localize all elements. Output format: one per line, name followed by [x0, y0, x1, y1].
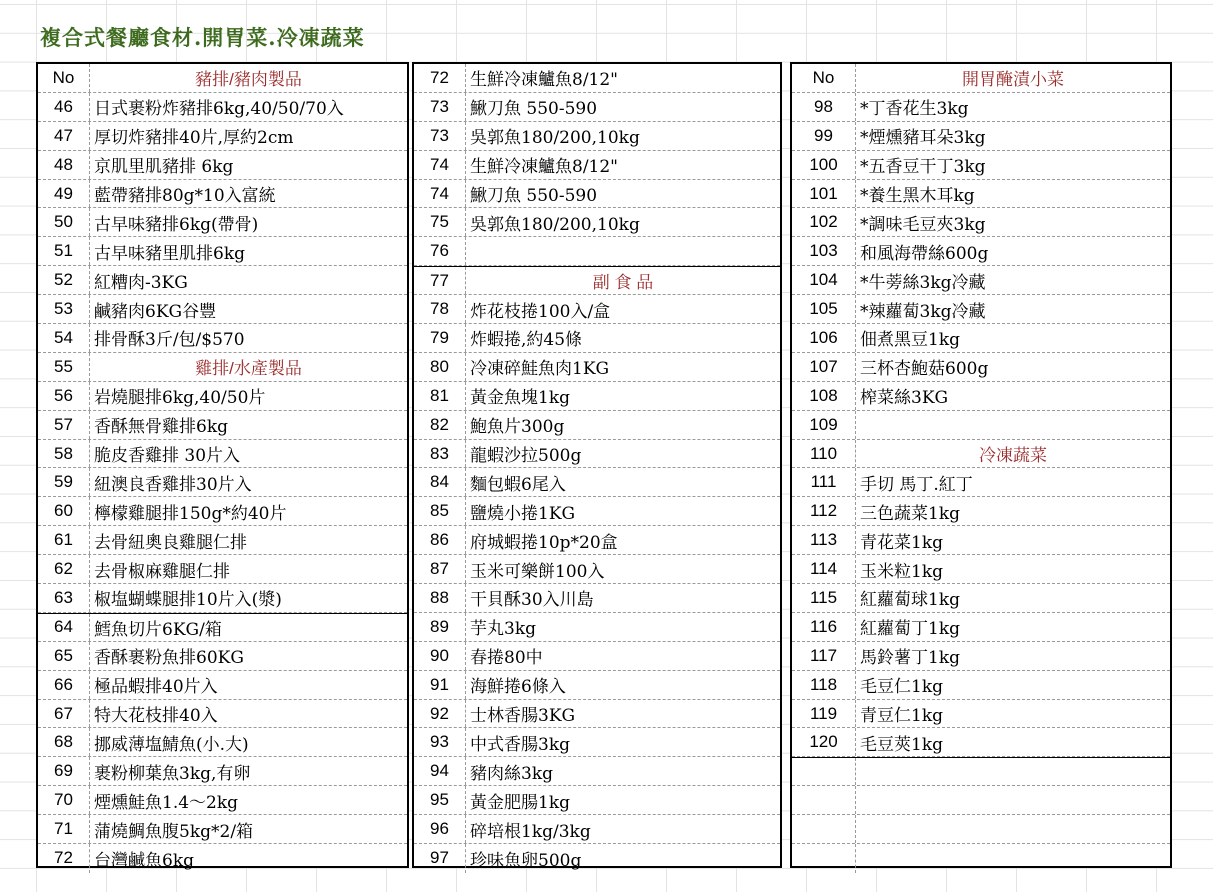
- item-name-cell[interactable]: 京肌里肌豬排 6kg: [94, 157, 234, 178]
- table-row: [38, 497, 407, 526]
- table-row: [38, 671, 407, 700]
- table-row: [38, 642, 407, 671]
- table-row: [792, 180, 1170, 209]
- item-number-cell[interactable]: 109: [792, 411, 856, 439]
- table-row: [414, 642, 780, 671]
- item-name-cell[interactable]: *辣蘿蔔3kg冷藏: [860, 301, 986, 322]
- item-number-cell[interactable]: 48: [38, 151, 90, 179]
- item-name-cell[interactable]: 珍味魚卵500g: [470, 850, 582, 871]
- item-number-cell[interactable]: 108: [792, 382, 856, 410]
- table-row: [792, 411, 1170, 440]
- table-row: [414, 440, 780, 469]
- item-number-cell[interactable]: 70: [38, 786, 90, 814]
- table-row: [792, 555, 1170, 584]
- table-row: [414, 93, 780, 122]
- item-name-cell[interactable]: 玉米粒1kg: [860, 561, 943, 582]
- table-row: [792, 815, 1170, 844]
- item-name-cell[interactable]: 三色蔬菜1kg: [860, 503, 960, 524]
- table-row: [414, 382, 780, 411]
- item-name-cell[interactable]: 榨菜絲3KG: [860, 388, 949, 409]
- item-number-cell[interactable]: 89: [414, 613, 466, 641]
- item-number-cell[interactable]: 120: [792, 728, 856, 756]
- item-number-cell[interactable]: 80: [414, 353, 466, 381]
- item-name-cell[interactable]: *丁香花生3kg: [860, 99, 969, 120]
- item-name-cell[interactable]: 芋丸3kg: [470, 619, 536, 640]
- item-number-cell[interactable]: 111: [792, 468, 856, 496]
- item-number-cell[interactable]: 102: [792, 208, 856, 236]
- item-number-cell[interactable]: 63: [38, 584, 90, 612]
- section-header-row: [792, 64, 1170, 93]
- item-number-cell[interactable]: [792, 815, 856, 843]
- item-number-cell[interactable]: 66: [38, 671, 90, 699]
- table-row: [792, 786, 1170, 815]
- item-number-cell[interactable]: 52: [38, 266, 90, 294]
- table-row: [414, 353, 780, 382]
- item-number-cell[interactable]: 68: [38, 728, 90, 756]
- table-row: [414, 728, 780, 757]
- item-number-cell[interactable]: 62: [38, 555, 90, 583]
- table-row: [414, 180, 780, 209]
- item-number-cell[interactable]: 116: [792, 613, 856, 641]
- item-name-cell[interactable]: 府城蝦捲10p*20盒: [470, 532, 618, 553]
- item-name-cell[interactable]: 古早味豬排6kg(帶骨): [94, 214, 259, 235]
- item-number-cell[interactable]: 59: [38, 468, 90, 496]
- table-row: [38, 584, 407, 613]
- item-number-cell[interactable]: 112: [792, 497, 856, 525]
- item-name-cell[interactable]: 藍帶豬排80g*10入富統: [94, 186, 276, 206]
- item-name-cell[interactable]: 古早味豬里肌排6kg: [94, 243, 245, 264]
- item-number-cell[interactable]: 95: [414, 786, 466, 814]
- item-number-cell[interactable]: 105: [792, 295, 856, 323]
- item-name-cell[interactable]: 生鮮冷凍鱸魚8/12": [470, 70, 618, 91]
- item-name-cell[interactable]: 蒲燒鯛魚腹5kg*2/箱: [94, 821, 254, 842]
- item-name-cell[interactable]: 黃金肥腸1kg: [470, 792, 570, 813]
- section-title-cell[interactable]: 開胃醃漬小菜: [962, 70, 1064, 90]
- table-row: [38, 151, 407, 180]
- item-name-cell[interactable]: [856, 786, 1170, 814]
- section-title-cell[interactable]: 雞排/水產製品: [195, 359, 302, 379]
- table-row: [792, 613, 1170, 642]
- item-name-cell[interactable]: 春捲80中: [470, 648, 543, 669]
- table-row: [414, 208, 780, 237]
- table-row: [792, 122, 1170, 151]
- table-row: [38, 266, 407, 295]
- item-number-cell[interactable]: 60: [38, 497, 90, 525]
- item-name-cell[interactable]: [856, 815, 1170, 843]
- item-number-cell[interactable]: 81: [414, 382, 466, 410]
- item-name-cell[interactable]: 岩燒腿排6kg,40/50片: [94, 388, 266, 409]
- sheet-title: 複合式餐廳食材.開胃菜.冷凍蔬菜: [40, 25, 365, 50]
- table-row: [792, 671, 1170, 700]
- item-name-cell[interactable]: 豬肉絲3kg: [470, 763, 553, 784]
- table-row: [792, 382, 1170, 411]
- item-number-cell[interactable]: 55: [38, 353, 90, 381]
- item-number-cell[interactable]: 99: [792, 122, 856, 150]
- item-number-cell[interactable]: 51: [38, 237, 90, 265]
- item-name-cell[interactable]: 炸花枝捲100入/盒: [470, 301, 611, 322]
- item-number-cell[interactable]: 74: [414, 180, 466, 208]
- item-name-cell[interactable]: 黃金魚塊1kg: [470, 388, 570, 409]
- table-row: [792, 584, 1170, 613]
- item-number-cell[interactable]: 73: [414, 93, 466, 121]
- section-header-row: [792, 440, 1170, 469]
- item-name-cell[interactable]: 鰍刀魚 550-590: [470, 99, 598, 120]
- table-row: [792, 151, 1170, 180]
- item-number-cell[interactable]: 96: [414, 815, 466, 843]
- table-row: [414, 613, 780, 642]
- item-name-cell[interactable]: 鱈魚切片6KG/箱: [94, 619, 222, 640]
- table-row: [792, 844, 1170, 873]
- item-number-cell[interactable]: 46: [38, 93, 90, 121]
- section-title-cell[interactable]: 豬排/豬肉製品: [195, 70, 302, 90]
- item-name-cell[interactable]: 干貝酥30入川島: [470, 590, 594, 611]
- item-number-cell[interactable]: 104: [792, 266, 856, 294]
- item-number-cell[interactable]: 84: [414, 468, 466, 496]
- item-name-cell[interactable]: 紅蘿蔔丁1kg: [860, 619, 960, 640]
- item-number-cell[interactable]: 74: [414, 151, 466, 179]
- item-number-cell[interactable]: [792, 786, 856, 814]
- table-row: [38, 237, 407, 266]
- item-number-cell[interactable]: 115: [792, 584, 856, 612]
- item-name-cell[interactable]: 日式裹粉炸豬排6kg,40/50/70入: [94, 99, 344, 120]
- item-number-cell[interactable]: 117: [792, 642, 856, 670]
- item-number-cell[interactable]: 78: [414, 295, 466, 323]
- table-row: [414, 815, 780, 844]
- table-row: [792, 642, 1170, 671]
- table-row: [792, 728, 1170, 757]
- item-name-cell[interactable]: 挪威薄塩鯖魚(小.大): [94, 734, 249, 755]
- item-number-cell[interactable]: 71: [38, 815, 90, 843]
- item-number-cell[interactable]: 79: [414, 324, 466, 352]
- table-row: [38, 613, 407, 642]
- item-number-cell[interactable]: 107: [792, 353, 856, 381]
- table-row: [38, 468, 407, 497]
- table-row: [414, 237, 780, 266]
- item-number-cell[interactable]: 56: [38, 382, 90, 410]
- table-row: [792, 526, 1170, 555]
- appetizers-frozen-vegetables-table: [790, 62, 1172, 868]
- item-name-cell[interactable]: 裹粉柳葉魚3kg,有卵: [94, 763, 251, 784]
- item-name-cell[interactable]: 士林香腸3KG: [470, 706, 576, 727]
- item-name-cell[interactable]: 厚切炸豬排40片,厚約2cm: [94, 128, 294, 149]
- table-row: [792, 468, 1170, 497]
- item-number-cell[interactable]: 119: [792, 700, 856, 728]
- item-number-cell[interactable]: 77: [414, 267, 466, 294]
- item-number-cell[interactable]: 69: [38, 757, 90, 785]
- item-name-cell[interactable]: 脆皮香雞排 30片入: [94, 446, 241, 467]
- pork-chicken-seafood-table: [36, 62, 409, 871]
- item-number-cell[interactable]: 114: [792, 555, 856, 583]
- item-name-cell[interactable]: 煙燻鮭魚1.4～2kg: [94, 792, 239, 813]
- table-row: [38, 757, 407, 786]
- table-row: [38, 440, 407, 469]
- table-row: [414, 295, 780, 324]
- table-row: [414, 324, 780, 353]
- item-name-cell[interactable]: 冷凍碎鮭魚肉1KG: [470, 359, 610, 380]
- item-number-cell[interactable]: [792, 844, 856, 873]
- item-number-cell[interactable]: 50: [38, 208, 90, 236]
- table-row: [414, 555, 780, 584]
- item-name-cell[interactable]: 麵包蝦6尾入: [470, 474, 566, 495]
- item-name-cell[interactable]: 紅糟肉-3KG: [94, 272, 188, 293]
- item-number-cell[interactable]: 91: [414, 671, 466, 699]
- item-name-cell[interactable]: 和風海帶絲600g: [860, 243, 989, 264]
- table-row: [792, 757, 1170, 786]
- item-number-cell[interactable]: 76: [414, 237, 466, 265]
- item-number-cell[interactable]: 49: [38, 180, 90, 208]
- fish-side-dishes-table: [412, 62, 782, 871]
- item-name-cell[interactable]: 鹹豬肉6KG谷豐: [94, 301, 217, 322]
- item-name-cell[interactable]: 台灣鹹魚6kg: [94, 850, 194, 871]
- item-number-cell[interactable]: 113: [792, 526, 856, 554]
- table-row: [38, 844, 407, 873]
- item-name-cell[interactable]: *煙燻豬耳朵3kg: [860, 128, 986, 149]
- item-number-cell[interactable]: 94: [414, 757, 466, 785]
- table-row: [414, 122, 780, 151]
- table-row: [414, 526, 780, 555]
- table-row: [414, 151, 780, 180]
- item-name-cell[interactable]: *五香豆干丁3kg: [860, 157, 986, 178]
- item-number-cell[interactable]: 85: [414, 497, 466, 525]
- table-row: [792, 237, 1170, 266]
- table-row: [414, 671, 780, 700]
- item-name-cell[interactable]: 去骨椒麻雞腿仁排: [94, 561, 230, 582]
- table-row: [792, 295, 1170, 324]
- item-number-cell[interactable]: No: [792, 64, 856, 92]
- item-number-cell[interactable]: 75: [414, 208, 466, 236]
- item-name-cell[interactable]: 排骨酥3斤/包/$570: [94, 330, 245, 351]
- item-name-cell[interactable]: 鹽燒小捲1KG: [470, 503, 576, 524]
- item-number-cell[interactable]: 97: [414, 844, 466, 873]
- item-name-cell[interactable]: 毛豆仁1kg: [860, 677, 943, 698]
- item-name-cell[interactable]: 三杯杏鮑菇600g: [860, 359, 989, 380]
- item-number-cell[interactable]: 67: [38, 700, 90, 728]
- table-row: [792, 266, 1170, 295]
- table-row: [38, 526, 407, 555]
- item-name-cell[interactable]: [856, 411, 1170, 439]
- item-number-cell[interactable]: 57: [38, 411, 90, 439]
- item-name-cell[interactable]: 中式香腸3kg: [470, 734, 570, 755]
- table-row: [38, 382, 407, 411]
- table-row: [414, 700, 780, 729]
- item-number-cell[interactable]: 64: [38, 614, 90, 641]
- table-row: [38, 728, 407, 757]
- table-row: [414, 757, 780, 786]
- item-number-cell[interactable]: 72: [38, 844, 90, 873]
- item-number-cell[interactable]: 87: [414, 555, 466, 583]
- item-number-cell[interactable]: No: [38, 64, 90, 92]
- item-name-cell[interactable]: *牛蒡絲3kg冷藏: [860, 272, 986, 293]
- item-name-cell[interactable]: 紅蘿蔔球1kg: [860, 590, 960, 611]
- table-row: [792, 353, 1170, 382]
- item-name-cell[interactable]: 檸檬雞腿排150g*約40片: [94, 503, 287, 524]
- section-header-row: [414, 266, 780, 295]
- section-title-cell[interactable]: 副 食 品: [592, 273, 654, 293]
- table-row: [38, 700, 407, 729]
- item-number-cell[interactable]: 110: [792, 440, 856, 468]
- item-name-cell[interactable]: [856, 758, 1170, 785]
- table-row: [38, 324, 407, 353]
- item-number-cell[interactable]: 101: [792, 180, 856, 208]
- table-row: [38, 93, 407, 122]
- item-number-cell[interactable]: 86: [414, 526, 466, 554]
- item-number-cell[interactable]: 118: [792, 671, 856, 699]
- table-row: [792, 700, 1170, 729]
- table-row: [414, 64, 780, 93]
- table-row: [38, 786, 407, 815]
- item-number-cell[interactable]: 58: [38, 440, 90, 468]
- table-row: [38, 555, 407, 584]
- item-number-cell[interactable]: [792, 758, 856, 785]
- item-name-cell[interactable]: 鰍刀魚 550-590: [470, 186, 598, 206]
- item-number-cell[interactable]: 106: [792, 324, 856, 352]
- table-row: [414, 468, 780, 497]
- item-number-cell[interactable]: 103: [792, 237, 856, 265]
- table-row: [414, 411, 780, 440]
- item-name-cell[interactable]: *調味毛豆夾3kg: [860, 214, 986, 235]
- table-row: [38, 411, 407, 440]
- item-name-cell[interactable]: 龍蝦沙拉500g: [470, 446, 582, 467]
- item-name-cell[interactable]: 吳郭魚180/200,10kg: [470, 214, 640, 235]
- item-name-cell[interactable]: [856, 844, 1170, 873]
- item-number-cell[interactable]: 93: [414, 728, 466, 756]
- item-name-cell[interactable]: 紐澳良香雞排30片入: [94, 474, 252, 495]
- item-number-cell[interactable]: 82: [414, 411, 466, 439]
- item-name-cell[interactable]: 特大花枝排40入: [94, 706, 218, 727]
- item-name-cell[interactable]: 去骨紐奧良雞腿仁排: [94, 532, 247, 553]
- table-row: [38, 208, 407, 237]
- table-row: [414, 844, 780, 873]
- item-number-cell[interactable]: 88: [414, 584, 466, 612]
- item-number-cell[interactable]: 73: [414, 122, 466, 150]
- table-row: [792, 324, 1170, 353]
- item-number-cell[interactable]: 54: [38, 324, 90, 352]
- table-row: [38, 180, 407, 209]
- table-row: [38, 122, 407, 151]
- item-name-cell[interactable]: 香酥無骨雞排6kg: [94, 417, 228, 438]
- item-name-cell[interactable]: *養生黑木耳kg: [860, 186, 975, 206]
- item-name-cell[interactable]: 馬鈴薯丁1kg: [860, 648, 960, 669]
- item-name-cell[interactable]: 鮑魚片300g: [470, 417, 565, 438]
- table-row: [38, 295, 407, 324]
- item-number-cell[interactable]: 61: [38, 526, 90, 554]
- item-name-cell[interactable]: 香酥裹粉魚排60KG: [94, 648, 244, 669]
- item-number-cell[interactable]: 98: [792, 93, 856, 121]
- item-name-cell[interactable]: 生鮮冷凍鱸魚8/12": [470, 157, 618, 178]
- item-name-cell[interactable]: 佃煮黑豆1kg: [860, 330, 960, 351]
- section-header-row: [38, 353, 407, 382]
- table-row: [414, 786, 780, 815]
- section-title-cell[interactable]: 冷凍蔬菜: [979, 446, 1047, 466]
- item-name-cell[interactable]: 吳郭魚180/200,10kg: [470, 128, 640, 149]
- table-row: [792, 208, 1170, 237]
- item-number-cell[interactable]: 53: [38, 295, 90, 323]
- item-name-cell[interactable]: 碎培根1kg/3kg: [470, 821, 591, 842]
- item-name-cell[interactable]: 毛豆莢1kg: [860, 734, 943, 755]
- item-number-cell[interactable]: 83: [414, 440, 466, 468]
- item-name-cell[interactable]: [466, 237, 780, 265]
- item-number-cell[interactable]: 65: [38, 642, 90, 670]
- table-row: [414, 584, 780, 613]
- table-row: [792, 497, 1170, 526]
- item-number-cell[interactable]: 90: [414, 642, 466, 670]
- item-name-cell[interactable]: 炸蝦捲,約45條: [470, 330, 583, 351]
- item-number-cell[interactable]: 92: [414, 700, 466, 728]
- item-name-cell[interactable]: 極品蝦排40片入: [94, 677, 218, 698]
- item-number-cell[interactable]: 100: [792, 151, 856, 179]
- section-header-row: [38, 64, 407, 93]
- item-number-cell[interactable]: 47: [38, 122, 90, 150]
- item-name-cell[interactable]: 海鮮捲6條入: [470, 677, 566, 698]
- item-number-cell[interactable]: 72: [414, 64, 466, 92]
- table-row: [792, 93, 1170, 122]
- item-name-cell[interactable]: 手切 馬丁.紅丁: [860, 474, 973, 495]
- item-name-cell[interactable]: 玉米可樂餅100入: [470, 561, 605, 582]
- item-name-cell[interactable]: 椒塩蝴蝶腿排10片入(漿): [94, 590, 282, 611]
- item-name-cell[interactable]: 青豆仁1kg: [860, 706, 943, 727]
- table-row: [414, 497, 780, 526]
- table-row: [38, 815, 407, 844]
- item-name-cell[interactable]: 青花菜1kg: [860, 532, 943, 553]
